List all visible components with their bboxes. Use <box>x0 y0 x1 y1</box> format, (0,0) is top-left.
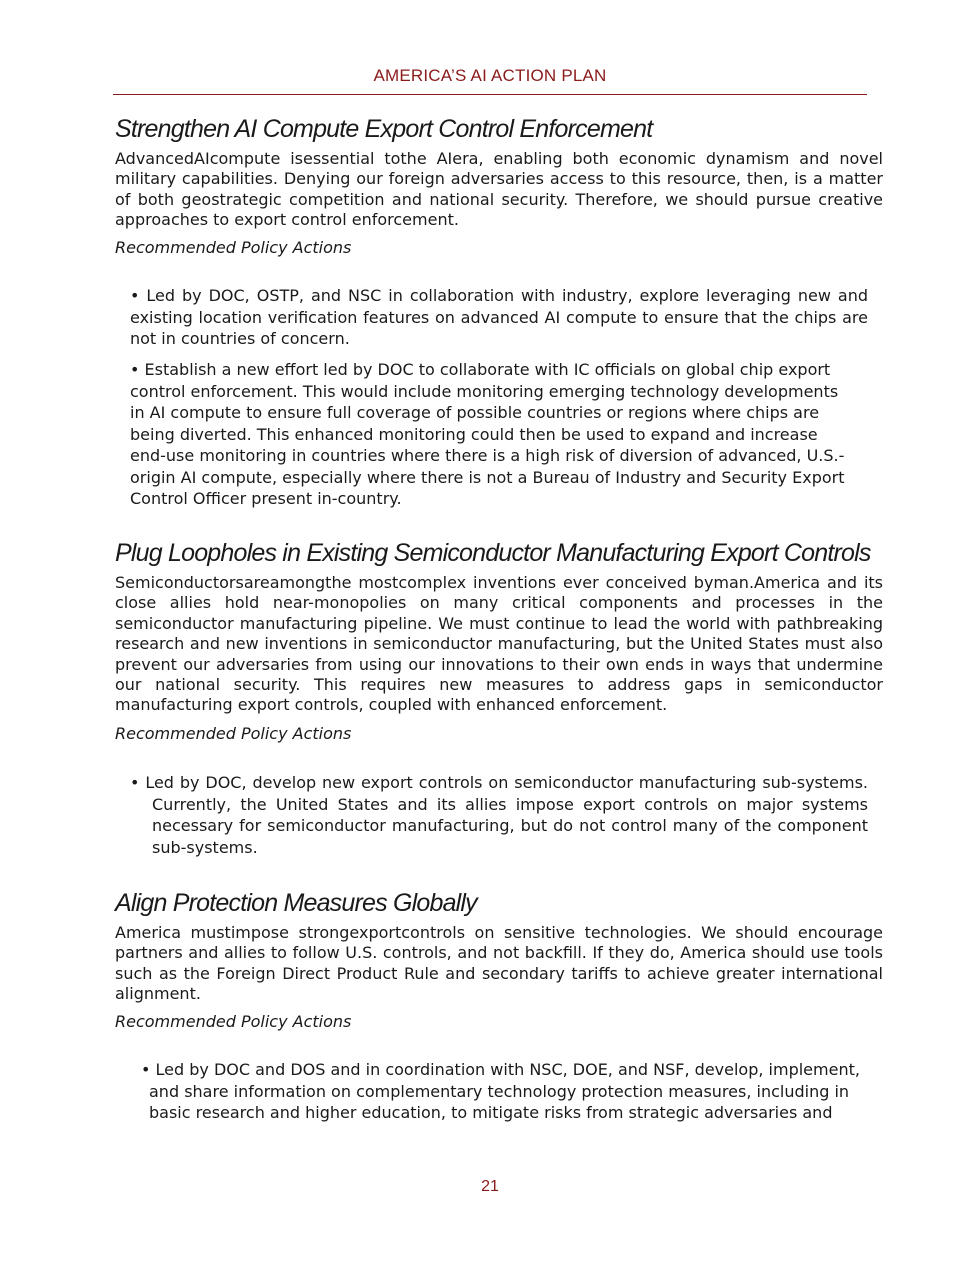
policy-action-bullet: • Establish a new effort led by DOC to collaborate with IC officials on global chip export control enforcement. This would include monitoring emerging technology developments in AI compute to ensure full coverage of possible countries or regions where chips are being diverted. This enhanced monitoring could then be used to expand and increase end-use monitoring in countries where there is a high risk of diversion of advanced, U.S.-origin AI compute, especially where there is not a Bureau of Industry and Security Export Control Officer present in-country. <box>130 360 845 508</box>
policy-action-bullet: • Led by DOC, develop new export controls on semiconductor manufacturing sub-systems. Currently, the United States and its allies impose export controls on major systems necessary for semiconductor manufacturing, but do not control many of the component sub-systems. <box>130 773 868 857</box>
section-heading-compute-export: Strengthen AI Compute Export Control Enforcement <box>115 115 653 143</box>
section-body-semiconductor-loopholes: Semiconductorsareamongthe mostcomplex inventions ever conceived byman.America and its close allies hold near-monopolies on many critical components and processes in the semiconductor manufacturing pipeline. We must continue to lead the world with pathbreaking research and new inventions in semiconductor manufacturing, but the United States must also prevent our adversaries from using our innovations to their own ends in ways that undermine our national security. This requires new measures to address gaps in semiconductor manufacturing export controls, coupled with enhanced enforcement. <box>115 573 883 715</box>
page-number: 21 <box>481 1178 499 1195</box>
policy-action-bullet: • Led by DOC, OSTP, and NSC in collaboration with industry, explore leveraging new and existing location verification features on advanced AI compute to ensure that the chips are not in countries of concern. <box>130 286 868 348</box>
recommended-actions-label: Recommended Policy Actions <box>115 1012 352 1031</box>
running-header: AMERICA’S AI ACTION PLAN <box>373 66 607 85</box>
section-heading-semiconductor-loopholes: Plug Loopholes in Existing Semiconductor Manufacturing Export Controls <box>115 539 871 567</box>
section-body-align-protection: America mustimpose strongexportcontrols on sensitive technologies. We should encourage partners and allies to follow U.S. controls, and not backfill. If they do, America should use tools such as the Foreign Direct Product Rule and secondary tariffs to achieve greater international alignment. <box>115 923 883 1004</box>
header-rule <box>113 94 867 95</box>
section-body-compute-export: AdvancedAIcompute isessential tothe AIera, enabling both economic dynamism and novel military capabilities. Denying our foreign adversaries access to this resource, then, is a matter of both geostrategic competition and national security. Therefore, we should pursue creative approaches to export control enforcement. <box>115 149 883 230</box>
policy-action-bullet: • Led by DOC and DOS and in coordination with NSC, DOE, and NSF, develop, implement, and share information on complementary technology protection measures, including in basic research and higher education, to mitigate risks from strategic adversaries and <box>141 1060 860 1122</box>
recommended-actions-label: Recommended Policy Actions <box>115 724 352 743</box>
section-heading-align-protection: Align Protection Measures Globally <box>115 889 477 917</box>
recommended-actions-label: Recommended Policy Actions <box>115 238 352 257</box>
